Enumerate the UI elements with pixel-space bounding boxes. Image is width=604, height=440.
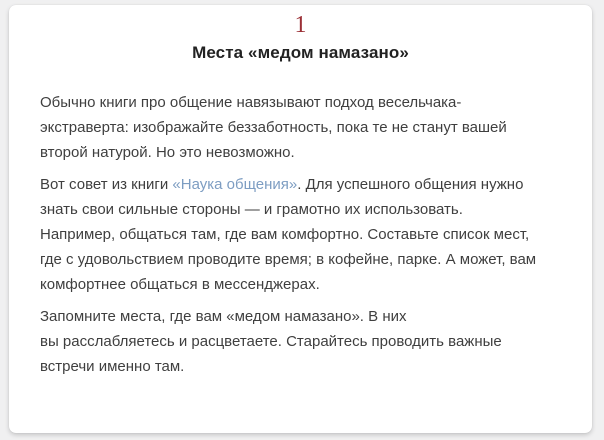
article-title: Места «медом намазано»: [192, 43, 409, 62]
text-line: [40, 272, 561, 297]
text-line: [40, 329, 561, 354]
text-line: [40, 140, 561, 165]
text-run: где с удовольствием проводите время; в кофейне, парке. А может, вам: [40, 251, 537, 268]
text-run: экстраверта: изображайте беззаботность, пока те не станут вашей: [40, 119, 507, 136]
text-line: [40, 354, 561, 379]
text-line: [40, 172, 561, 197]
text-run: Вот совет из книги: [40, 176, 173, 193]
text-run: знать свои сильные стороны — и грамотно их использовать.: [40, 201, 463, 218]
text-run: второй натурой. Но это невозможно.: [40, 144, 295, 161]
text-run: Обычно книги про общение навязывают подход весельчака-: [40, 94, 462, 111]
text-run: вы расслабляетесь и расцветаете. Старайтесь проводить важные: [40, 333, 502, 350]
text-line: [40, 304, 561, 329]
article-card: [9, 5, 592, 433]
text-line: [40, 247, 561, 272]
text-line: [40, 115, 561, 140]
paragraph: [40, 90, 561, 165]
book-link[interactable]: «Наука общения»: [172, 176, 298, 193]
paragraph: [40, 304, 561, 379]
text-run: встречи именно там.: [40, 358, 185, 375]
text-run: . Для успешного общения нужно: [297, 176, 524, 193]
text-run: Например, общаться там, где вам комфортно. Составьте список мест,: [40, 226, 530, 243]
paragraph: [40, 172, 561, 297]
text-line: [40, 197, 561, 222]
text-line: [40, 222, 561, 247]
article-body: [9, 90, 592, 379]
text-run: комфортнее общаться в мессенджерах.: [40, 276, 320, 293]
chapter-number: 1: [294, 12, 307, 38]
text-run: Запомните места, где вам «медом намазано». В них: [40, 308, 407, 325]
text-line: [40, 90, 561, 115]
